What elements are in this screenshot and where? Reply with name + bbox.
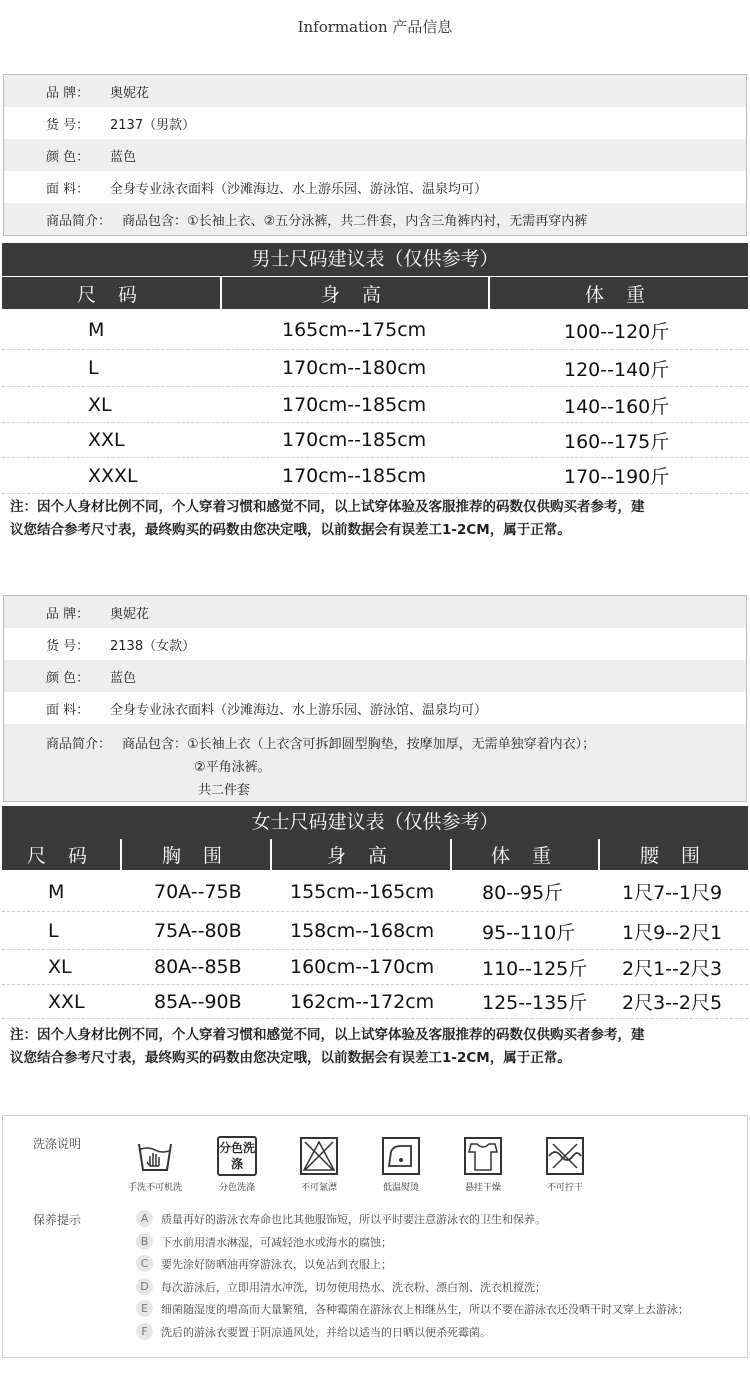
hang-dry-icon — [463, 1136, 503, 1176]
men-note: 注：因个人身材比例不同，个人穿着习惯和感觉不同，以上试穿体验及客服推荐的码数仅供购买者参考，建 议您结合参考尺寸表，最终购买的码数由您决定哦，以前数据会有误差工1-2CM，属于正常。 — [10, 499, 645, 538]
header-cell: 腰 围 — [598, 839, 748, 870]
men-info-box — [3, 74, 747, 236]
page-title: Information 产品信息 — [297, 18, 453, 36]
table-row — [2, 950, 748, 985]
tip-text: 质量再好的游泳衣寿命也比其他服饰短，所以平时要注意游泳衣的卫生和保养。 — [161, 1213, 546, 1226]
icon-caption: 手洗不可机洗 — [127, 1183, 182, 1193]
icon-caption: 不可拧干 — [546, 1183, 583, 1193]
tip-letter: A — [136, 1210, 153, 1227]
women-info-box — [3, 595, 747, 802]
table-row — [2, 350, 748, 387]
info-row: 货 号： 2138（女款） — [46, 638, 196, 654]
table-cell: 170--190斤 — [564, 466, 670, 488]
women-table-header — [2, 839, 748, 870]
table-cell: 165cm--175cm — [282, 319, 427, 341]
table-cell: 95--110斤 — [482, 921, 576, 944]
low-iron-icon — [381, 1136, 421, 1176]
table-row — [2, 388, 748, 423]
table-cell: 160cm--170cm — [290, 956, 435, 978]
wash-label: 洗涤说明 — [33, 1137, 82, 1151]
table-cell: 2尺3--2尺5 — [622, 992, 723, 1014]
table-cell: 170cm--185cm — [282, 394, 427, 416]
header-cell: 胸 围 — [120, 839, 270, 870]
table-cell: 140--160斤 — [564, 395, 670, 418]
separate-wash-icon: 分色洗涤 — [217, 1136, 257, 1176]
info-row: 颜 色： 蓝色 — [4, 139, 746, 171]
info-row: 货 号： 2137（男款） — [46, 117, 196, 133]
tip-letter: B — [136, 1233, 153, 1250]
info-row: 商品简介： 商品包含：①长袖上衣、②五分泳裤，共二件套，内含三角裤内衬，无需再穿内裤 — [4, 203, 746, 235]
tip-letter: D — [136, 1278, 153, 1295]
table-row — [2, 872, 748, 912]
header-cell: 体 重 — [488, 277, 748, 309]
table-row — [2, 311, 748, 350]
tip-text: 洗后的游泳衣要置于阴凉通风处，并给以适当的日晒以便杀死霉菌。 — [161, 1325, 491, 1339]
table-cell: 100--120斤 — [564, 320, 670, 343]
hand-wash-icon — [135, 1136, 175, 1176]
table-cell: XL — [88, 394, 112, 416]
info-row: 面 料： 全身专业泳衣面料（沙滩海边、水上游乐园、游泳馆、温泉均可） — [46, 181, 488, 197]
info-row: 颜 色： 蓝色 — [4, 660, 746, 692]
table-cell: XXL — [88, 429, 125, 451]
table-cell: L — [88, 357, 99, 379]
info-row: 品 牌： 奥妮花 — [4, 596, 746, 628]
header-cell: 尺 码 — [26, 845, 96, 867]
icon-caption: 低温熨烫 — [382, 1183, 419, 1193]
table-cell: 1尺7--1尺9 — [622, 882, 723, 904]
table-cell: 110--125斤 — [482, 957, 588, 980]
table-cell: 155cm--165cm — [290, 880, 435, 903]
tip-text: 要先涂好防晒油再穿游泳衣，以免沾到衣服上； — [161, 1258, 392, 1271]
header-cell: 身 高 — [270, 839, 450, 870]
table-cell: 2尺1--2尺3 — [622, 957, 723, 980]
no-bleach-icon — [299, 1136, 339, 1176]
table-row — [2, 985, 748, 1019]
men-table-header — [2, 277, 748, 309]
icon-caption: 分色洗涤 — [218, 1183, 255, 1193]
table-cell: 125--135斤 — [482, 992, 588, 1014]
men-table-title: 男士尺码建议表（仅供参考） — [2, 243, 748, 276]
table-cell: 160--175斤 — [564, 430, 670, 453]
women-note: 注：因个人身材比例不同，个人穿着习惯和感觉不同，以上试穿体验及客服推荐的码数仅供购买者参考，建 议您结合参考尺寸表，最终购买的码数由您决定哦，以前数据会有误差工1-2CM，属于正常。 — [10, 1027, 645, 1066]
no-wring-icon — [545, 1136, 585, 1176]
table-cell: 170cm--185cm — [282, 464, 427, 487]
table-cell: XL — [48, 956, 72, 978]
table-cell: XXL — [48, 990, 85, 1013]
tips-label: 保养提示 — [33, 1213, 82, 1227]
header-cell: 身 高 — [220, 277, 488, 309]
tip-letter: E — [136, 1300, 153, 1317]
table-cell: 80A--85B — [154, 956, 242, 978]
table-row — [2, 458, 748, 494]
table-cell: 158cm--168cm — [290, 920, 435, 942]
tip-text: 细菌随湿度的增高而大量繁殖，各种霉菌在游泳衣上相继丛生，所以不要在游泳衣还没晒干时又穿上去游泳； — [161, 1303, 689, 1316]
header-cell: 尺 码 — [76, 283, 146, 306]
header-cell: 体 重 — [450, 839, 598, 870]
table-cell: 80--95斤 — [482, 882, 564, 904]
table-cell: L — [48, 920, 59, 942]
table-cell: 162cm--172cm — [290, 990, 435, 1013]
icon-caption: 悬挂干燥 — [464, 1183, 501, 1193]
tip-text: 每次游泳后，立即用清水冲洗，切勿使用热水、洗衣粉、漂白剂、洗衣机搅洗； — [161, 1280, 546, 1294]
table-cell: XXXL — [88, 464, 138, 487]
info-row: 面 料： 全身专业泳衣面料（沙滩海边、水上游乐园、游泳馆、温泉均可） — [46, 702, 488, 718]
table-cell: 120--140斤 — [564, 358, 670, 381]
table-cell: 75A--80B — [154, 920, 242, 942]
info-row: 品 牌： 奥妮花 — [4, 75, 746, 107]
info-row: 商品简介： 商品包含：①长袖上衣（上衣含可拆卸圆型胸垫，按摩加厚，无需单独穿着内衣）； ②平角泳裤。 共二件套 — [4, 724, 746, 801]
table-cell: 170cm--180cm — [282, 357, 427, 379]
icon-caption: 不可氯漂 — [300, 1183, 337, 1193]
tip-letter: F — [136, 1323, 153, 1340]
women-table-title: 女士尺码建议表（仅供参考） — [2, 806, 748, 839]
table-row — [2, 423, 748, 458]
tip-letter: C — [136, 1255, 153, 1272]
table-cell: M — [48, 880, 65, 903]
table-cell: 170cm--185cm — [282, 429, 427, 451]
table-cell: 1尺9--2尺1 — [622, 921, 723, 944]
table-row — [2, 913, 748, 950]
table-cell: 85A--90B — [154, 990, 242, 1013]
table-cell: 70A--75B — [154, 880, 242, 903]
table-cell: M — [88, 319, 105, 341]
tip-text: 下水前用清水淋湿，可减轻池水或海水的腐蚀； — [161, 1235, 392, 1249]
care-section — [2, 1115, 748, 1358]
